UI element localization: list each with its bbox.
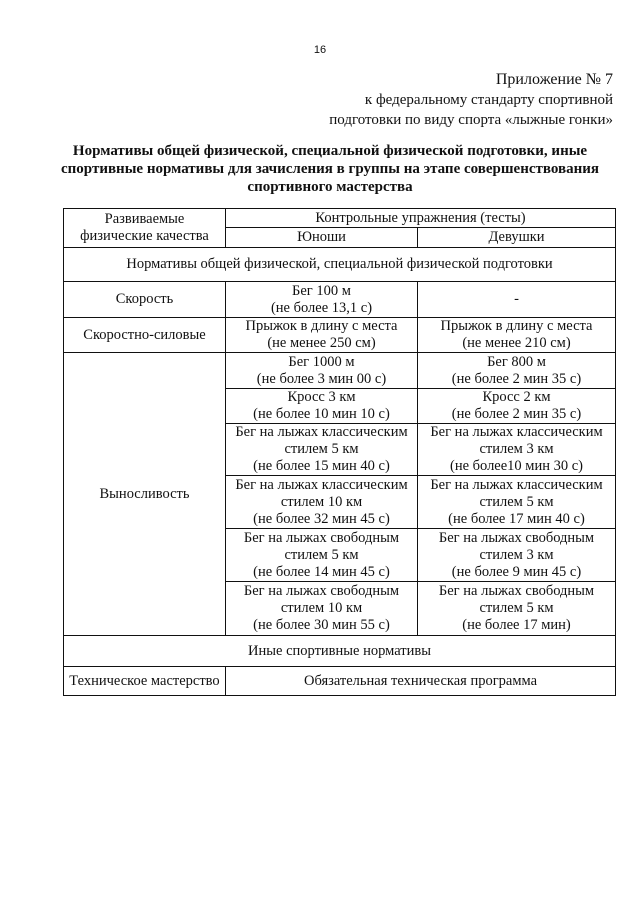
cell-line: Бег 100 м xyxy=(292,282,351,299)
cell-line: (не более 2 мин 35 с) xyxy=(451,406,582,422)
cell-line: стилем 3 км xyxy=(479,546,554,563)
table-row xyxy=(64,318,616,353)
cell-boys xyxy=(226,476,418,529)
appendix-reference xyxy=(329,70,613,130)
header-qualities-line-1: Развиваемые xyxy=(104,211,185,227)
cell-line: стилем 5 км xyxy=(479,600,554,616)
quality-power: Скоростно-силовые xyxy=(64,318,226,353)
cell-line: (не более 17 мин 40 с) xyxy=(448,510,585,527)
cell-line: стилем 10 км xyxy=(280,600,363,616)
cell-line: Бег на лыжах свободным xyxy=(243,583,400,599)
cell-line: стилем 3 км xyxy=(479,441,554,457)
cell-line: (не более 13,1 с) xyxy=(270,299,373,316)
cell-line: Бег на лыжах свободным xyxy=(243,529,400,546)
cell-line: (не более 32 мин 45 с) xyxy=(253,510,390,527)
cell-line: стилем 5 км xyxy=(284,546,359,563)
cell-line: Прыжок в длину с места xyxy=(245,318,398,334)
cell-line: (не более 10 мин 10 с) xyxy=(253,406,390,422)
cell-girls xyxy=(418,424,616,476)
cell-line: (не менее 250 см) xyxy=(267,335,376,351)
table-row xyxy=(64,282,616,318)
cell-boys xyxy=(226,529,418,582)
title-line-1: Нормативы общей физической, специальной физической подготовки, иные xyxy=(72,143,588,159)
section-row xyxy=(64,636,616,667)
cell-line: (не более 30 мин 55 с) xyxy=(253,617,390,633)
cell-girls xyxy=(418,353,616,389)
cell-line: Бег 1000 м xyxy=(288,353,355,370)
cell-boys xyxy=(226,282,418,318)
cell-line: (не менее 210 см) xyxy=(462,335,571,351)
section-other-standards: Иные спортивные нормативы xyxy=(64,636,616,667)
header-row xyxy=(64,209,616,228)
header-boys: Юноши xyxy=(226,228,418,248)
cell-line: Бег на лыжах классическим xyxy=(430,476,603,493)
cell-line: стилем 5 км xyxy=(284,441,359,457)
cell-line: (не более 9 мин 45 с) xyxy=(451,563,582,580)
appendix-line-2: к федеральному стандарту спортивной xyxy=(364,92,613,108)
cell-line: (не более 17 мин) xyxy=(462,617,571,633)
cell-line: стилем 10 км xyxy=(280,493,363,510)
cell-girls xyxy=(418,318,616,353)
cell-boys xyxy=(226,389,418,424)
cell-line: Кросс 3 км xyxy=(287,389,356,405)
header-qualities-line-2: физические качества xyxy=(80,228,209,244)
quality-technique: Техническое мастерство xyxy=(64,667,226,696)
appendix-number: Приложение № 7 xyxy=(495,71,613,88)
cell-line: (не более 2 мин 35 с) xyxy=(451,370,582,387)
cell-line: стилем 5 км xyxy=(479,493,554,510)
section-general-training: Нормативы общей физической, специальной физической подготовки xyxy=(64,248,616,282)
cell-line: (не более 15 мин 40 с) xyxy=(253,458,390,474)
cell-girls xyxy=(418,582,616,636)
cell-boys xyxy=(226,582,418,636)
header-girls: Девушки xyxy=(418,228,616,248)
cell-line: (не более10 мин 30 с) xyxy=(449,458,584,474)
title-line-2: спортивные нормативы для зачисления в группы на этапе совершенствования xyxy=(61,161,599,177)
quality-speed: Скорость xyxy=(64,282,226,318)
cell-technique-program: Обязательная техническая программа xyxy=(226,667,616,696)
quality-endurance: Выносливость xyxy=(64,353,226,636)
cell-line: Бег на лыжах свободным xyxy=(438,583,595,599)
cell-line: Прыжок в длину с места xyxy=(440,318,593,334)
header-qualities xyxy=(64,209,226,248)
header-tests: Контрольные упражнения (тесты) xyxy=(226,209,616,228)
cell-line: (не более 3 мин 00 с) xyxy=(256,370,387,387)
title-line-3: спортивного мастерства xyxy=(247,179,413,195)
cell-line: Бег на лыжах классическим xyxy=(235,476,408,493)
cell-girls xyxy=(418,389,616,424)
cell-boys xyxy=(226,318,418,353)
table-row xyxy=(64,667,616,696)
cell-girls xyxy=(418,476,616,529)
cell-line: Бег 800 м xyxy=(487,353,546,370)
cell-line: Кросс 2 км xyxy=(482,389,551,405)
standards-table xyxy=(63,208,616,696)
cell-line: Бег на лыжах классическим xyxy=(430,424,603,440)
page-number: 16 xyxy=(313,44,327,56)
cell-line: Бег на лыжах свободным xyxy=(438,529,595,546)
appendix-line-3: подготовки по виду спорта «лыжные гонки» xyxy=(329,112,613,128)
cell-boys xyxy=(226,424,418,476)
cell-girls: - xyxy=(418,282,616,318)
section-row xyxy=(64,248,616,282)
cell-boys xyxy=(226,353,418,389)
document-title xyxy=(60,142,600,196)
table-row xyxy=(64,353,616,389)
cell-line: Бег на лыжах классическим xyxy=(235,424,408,440)
cell-line: (не более 14 мин 45 с) xyxy=(253,563,390,580)
cell-girls xyxy=(418,529,616,582)
